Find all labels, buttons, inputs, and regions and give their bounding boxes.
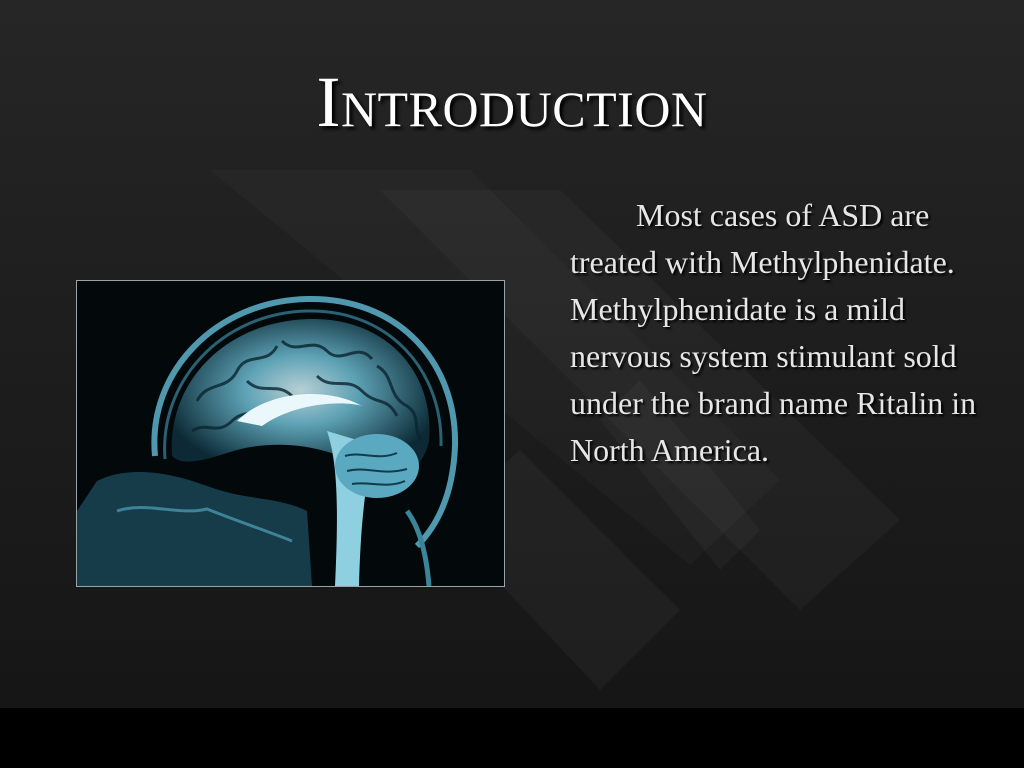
body-paragraph: Most cases of ASD are treated with Methylphenidate. Methylphenidate is a mild nervous system stimulant sold under the brand name Ritalin in North America. [570, 197, 977, 468]
brain-mri-image [76, 280, 505, 587]
bottom-bar [0, 708, 1024, 768]
slide-title: Introduction [316, 62, 708, 142]
brain-mri-icon [77, 281, 504, 586]
